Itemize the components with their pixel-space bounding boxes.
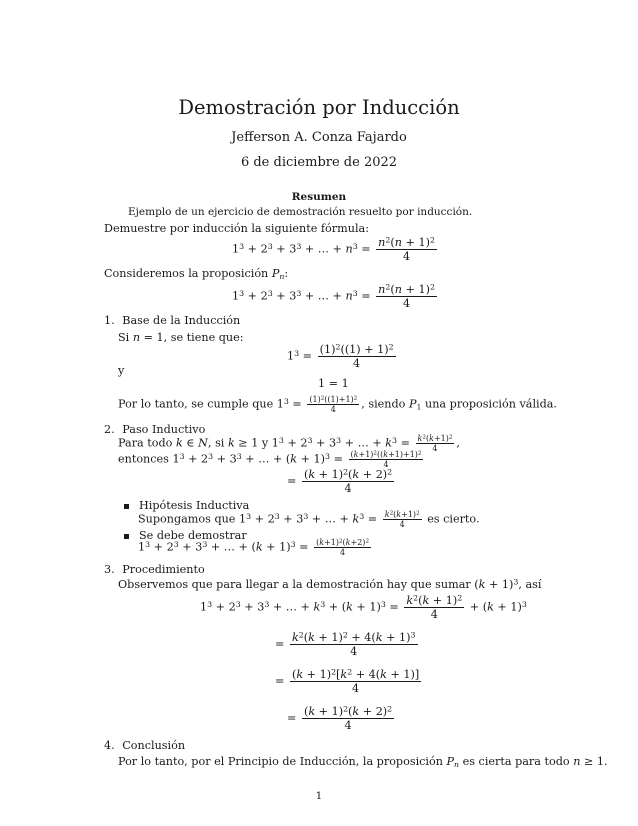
paso-line1-a: Para todo	[118, 436, 173, 450]
proc-eq2: = $\frac{k^2(k + 1)^2 + 4(k + 1)^3}{4}$	[275, 630, 416, 658]
bullet-hipotesis-body: Supongamos que $1^3 + 2^3 + 3^3$ + … + $k^3$ = $\frac{k^2(k+1)^2}{4}$ es cierto.	[138, 510, 480, 529]
paso-line1-b: , si	[207, 436, 225, 450]
base-line1-text: Si	[118, 331, 130, 344]
main-formula: $1^3 + 2^3 + 3^3$ + … + $n^3$ = $\frac{n^2(n + 1)^2}{4}$	[232, 235, 435, 263]
section-base-heading	[104, 314, 240, 327]
bullet-icon	[124, 504, 129, 509]
intro-text: Demuestre por inducción la siguiente fórmula:	[104, 222, 369, 235]
proc-line1: Observemos que para llegar a la demostración hay que sumar $(k + 1)^3$, así	[118, 577, 542, 591]
section-title: Procedimiento	[122, 563, 205, 576]
base-conclusion: Por lo tanto, se cumple que $1^3$ = $\frac{(1)^2((1)+1)^2}{4}$ , siendo $P_1$ una proposición válida.	[118, 395, 557, 414]
section-title: Base de la Inducción	[122, 314, 241, 327]
base-one-equals-one: 1 = 1	[318, 377, 349, 390]
base-line1-text-b: , se tiene que:	[163, 331, 244, 344]
base-conclusion-b: , siendo	[361, 397, 406, 411]
base-line1: Si n = 1, se tiene que:	[118, 331, 244, 344]
consider-text: Consideremos la proposición	[104, 267, 269, 280]
page-number: 1	[315, 790, 323, 802]
section-concl-heading	[104, 739, 185, 752]
paso-line2: entonces $1^3 + 2^3 + 3^3$ + … + $(k + 1)^3$ = $\frac{(k+1)^2((k+1)+1)^2}{4}$	[118, 450, 422, 469]
paso-line1-c: y	[261, 436, 269, 450]
section-number: 3.	[104, 563, 115, 576]
author: Jefferson A. Conza Fajardo	[231, 130, 407, 145]
proposition-formula: $1^3 + 2^3 + 3^3$ + … + $n^3$ = $\frac{n^2(n + 1)^2}{4}$	[232, 282, 435, 310]
concl-line1-text: Por lo tanto, por el Principio de Inducción, la proposición	[118, 755, 443, 768]
concl-line1: Por lo tanto, por el Principio de Inducción, la proposición $P_n$ es cierta para todo n ≥ 1.	[118, 755, 608, 769]
section-title: Conclusión	[122, 739, 186, 752]
bullet-demostrar-body: $1^3 + 2^3 + 3^3$ + … + $(k + 1)^3$ = $\frac{(k+1)^2(k+2)^2}{4}$	[138, 538, 369, 557]
proc-line1-text-b: , así	[518, 578, 542, 591]
paso-equation-continue: = $\frac{(k + 1)^2(k + 2)^2}{4}$	[287, 467, 393, 495]
section-number: 2.	[104, 423, 115, 436]
section-title: Paso Inductivo	[122, 423, 206, 436]
section-number: 1.	[104, 314, 115, 327]
paso-line1: Para todo k ∈ N, si k ≥ 1 y $1^3 + 2^3 + 3^3$ + … + $k^3$ = $\frac{k^2(k+1)^2}{4}$ ,	[118, 434, 460, 453]
date: 6 de diciembre de 2022	[240, 155, 398, 170]
bullet-hipotesis-b: es cierto.	[427, 512, 480, 526]
base-conclusion-a: Por lo tanto, se cumple que	[118, 397, 274, 411]
base-y: y	[118, 364, 125, 377]
section-proc-heading	[104, 563, 205, 576]
abstract-heading: Resumen	[291, 191, 347, 203]
paso-line2-a: entonces	[118, 452, 169, 466]
bullet-icon	[124, 534, 129, 539]
consider-line: Consideremos la proposición $P_n$:	[104, 267, 289, 281]
section-number: 4.	[104, 739, 115, 752]
paper-title: Demostración por Inducción	[178, 96, 460, 119]
bullet-hipotesis-a: Supongamos que	[138, 512, 236, 526]
proc-eq3: = $\frac{(k + 1)^2[k^2 + 4(k + 1)]}{4}$	[275, 667, 420, 695]
bullet-hipotesis-title: Hipótesis Inductiva	[139, 499, 250, 512]
concl-line1-text-b: es cierta para todo	[462, 755, 570, 768]
bullet-demostrar-title: Se debe demostrar	[139, 529, 247, 542]
proc-eq4: = $\frac{(k + 1)^2(k + 2)^2}{4}$	[287, 704, 393, 732]
base-conclusion-c: una proposición válida.	[425, 397, 557, 411]
proc-line1-text: Observemos que para llegar a la demostración hay que sumar	[118, 578, 471, 591]
base-formula: $1^3$ = $\frac{(1)^2((1) + 1)^2}{4}$	[287, 342, 394, 370]
proc-eq1: $1^3 + 2^3 + 3^3$ + … + $k^3 + (k + 1)^3$ = $\frac{k^2(k + 1)^2}{4}$ + $(k + 1)^3$	[200, 593, 527, 621]
abstract-text: Ejemplo de un ejercicio de demostración resuelto por inducción.	[128, 206, 473, 218]
